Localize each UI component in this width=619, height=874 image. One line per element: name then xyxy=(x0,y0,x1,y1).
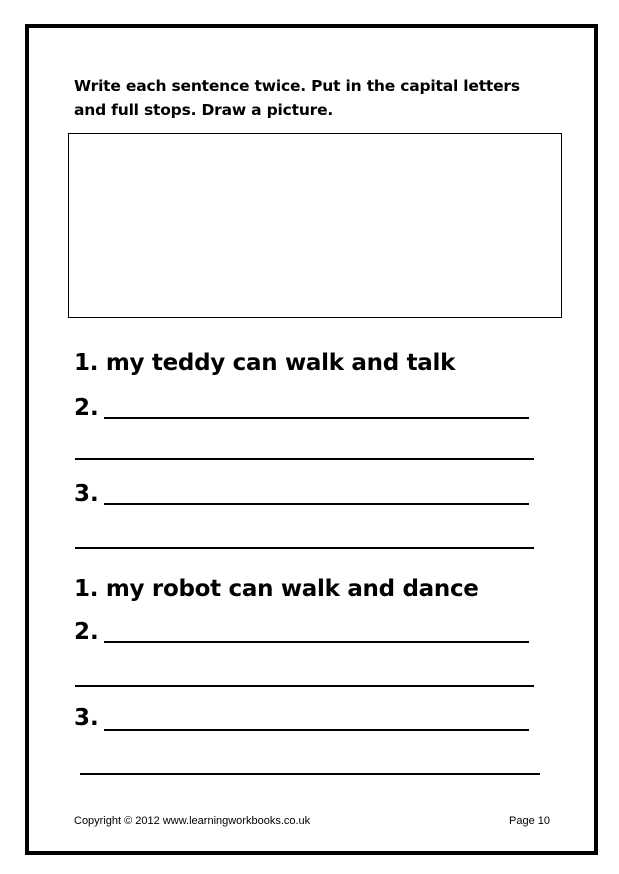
writing-line[interactable] xyxy=(104,641,529,643)
copyright-text: Copyright © 2012 www.learningworkbooks.co.uk xyxy=(74,815,311,827)
line-label-2: 2. xyxy=(74,619,99,645)
writing-line[interactable] xyxy=(75,458,534,460)
writing-line[interactable] xyxy=(75,547,534,549)
line-label-3: 3. xyxy=(74,705,99,731)
instructions-text: Write each sentence twice. Put in the capital letters and full stops. Draw a picture. xyxy=(74,77,520,119)
model-sentence-1: 1. my teddy can walk and talk xyxy=(74,350,456,376)
model-sentence-2: 1. my robot can walk and dance xyxy=(74,576,479,602)
writing-line[interactable] xyxy=(75,685,534,687)
page-number: Page 10 xyxy=(509,815,550,827)
writing-line[interactable] xyxy=(80,773,540,775)
line-label-3: 3. xyxy=(74,481,99,507)
drawing-box[interactable] xyxy=(68,133,562,318)
writing-line[interactable] xyxy=(104,417,529,419)
writing-line[interactable] xyxy=(104,503,529,505)
line-label-2: 2. xyxy=(74,395,99,421)
writing-line[interactable] xyxy=(104,729,529,731)
